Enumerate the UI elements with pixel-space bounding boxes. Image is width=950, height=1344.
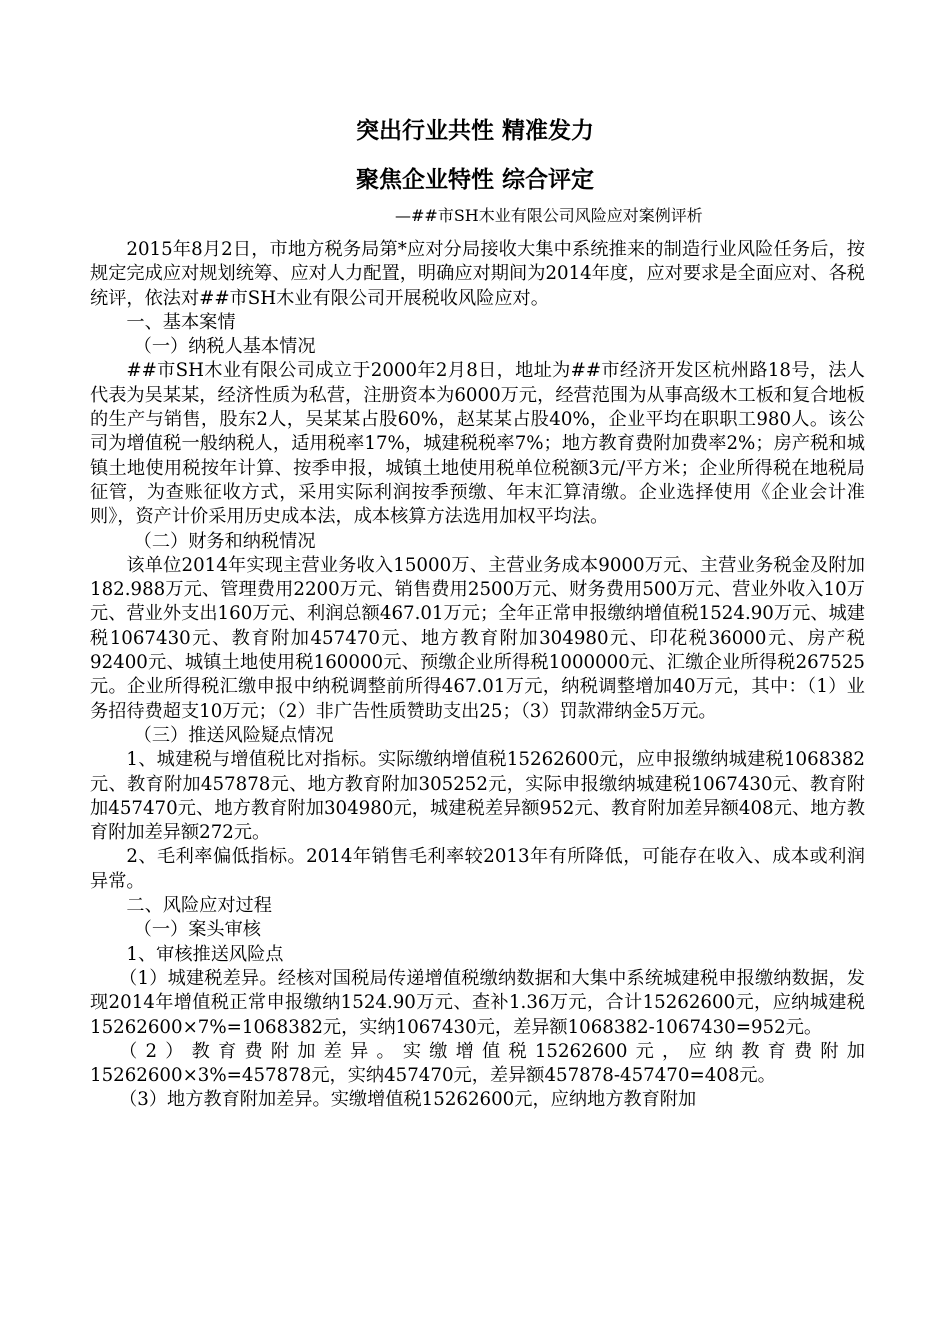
body-paragraph: 1、城建税与增值税比对指标。实际缴纳增值税15262600元，应申报缴纳城建税1068382元、教育附加457878元、地方教育附加305252元，实际申报缴纳城建税1067430元、教育附加457470元、地方教育附加304980元，城建税差异额952元、教育附加差异额408元、地方教育附加差异额272元。 (90, 749, 865, 844)
document-title-line1: 突出行业共性 精准发力 (355, 118, 594, 144)
body-paragraph: ##市SH木业有限公司成立于2000年2月8日，地址为##市经济开发区杭州路18号，法人代表为吴某某，经济性质为私营，注册资本为6000万元，经营范围为从事高级木工板和复合地板的生产与销售，股东2人，吴某某占股60%，赵某某占股40%，企业平均在职职工980人。该公司为增值税一般纳税人，适用税率17%，城建税税率7%；地方教育费附加费率2%；房产税和城镇土地使用税按年计算、按季申报，城镇土地使用税单位税额3元/平方米；企业所得税在地税局征管，为查账征收方式，采用实际利润按季预缴、年末汇算清缴。企业选择使用《企业会计准则》，资产计价采用历史成本法，成本核算方法选用加权平均法。 (90, 360, 865, 528)
body-paragraph: 2、毛利率偏低指标。2014年销售毛利率较2013年有所降低，可能存在收入、成本或利润异常。 (90, 846, 865, 892)
subsection-heading: （三）推送风险疑点情况 (133, 724, 334, 746)
subsection-heading: （一）案头审核 (133, 919, 261, 941)
body-paragraph: （3）地方教育附加差异。实缴增值税15262600元，应纳地方教育附加 (119, 1089, 697, 1111)
document-body (90, 238, 865, 1113)
body-paragraph: 该单位2014年实现主营业务收入15000万、主营业务成本9000万元、主营业务税金及附加182.988万元、管理费用2200万元、销售费用2500万元、财务费用500万元、营业外收入10万元、营业外支出160万元、利润总额467.01万元；全年正常申报缴纳增值税1524.90万元、城建税1067430元、教育附加457470元、地方教育附加304980元、印花税36000元、房产税92400元、城镇土地使用税160000元、预缴企业所得税1000000元、汇缴企业所得税267525元。企业所得税汇缴申报中纳税调整前所得467.01万元，纳税调整增加40万元，其中：（1）业务招待费超支10万元；（2）非广告性质赞助支出25；（3）罚款滞纳金5万元。 (90, 554, 865, 722)
section-heading: 一、基本案情 (126, 311, 236, 333)
item-heading: 1、审核推送风险点 (126, 943, 284, 965)
section-heading: 二、风险应对过程 (126, 895, 272, 917)
body-paragraph: （2）教育费附加差异。实缴增值税15262600元，应纳教育费附加15262600×3%=457878元，实纳457470元，差异额457878-457470=408元。 (90, 1040, 865, 1087)
subsection-heading: （一）纳税人基本情况 (133, 336, 316, 358)
subsection-heading: （二）财务和纳税情况 (133, 530, 316, 552)
document-title-line2: 聚焦企业特性 综合评定 (355, 167, 594, 193)
body-paragraph: （1）城建税差异。经核对国税局传递增值税缴纳数据和大集中系统城建税申报缴纳数据，发现2014年增值税正常申报缴纳1524.90万元、查补1.36万元，合计15262600元，应纳城建税15262600×7%=1068382元，实纳1067430元，差异额1068382-1067430=952元。 (90, 967, 865, 1038)
document-subtitle: —##市SH木业有限公司风险应对案例评析 (395, 206, 703, 225)
intro-paragraph: 2015年8月2日，市地方税务局第*应对分局接收大集中系统推来的制造行业风险任务后，按规定完成应对规划统筹、应对人力配置，明确应对期间为2014年度，应对要求是全面应对、各税统评，依法对##市SH木业有限公司开展税收风险应对。 (90, 239, 865, 309)
